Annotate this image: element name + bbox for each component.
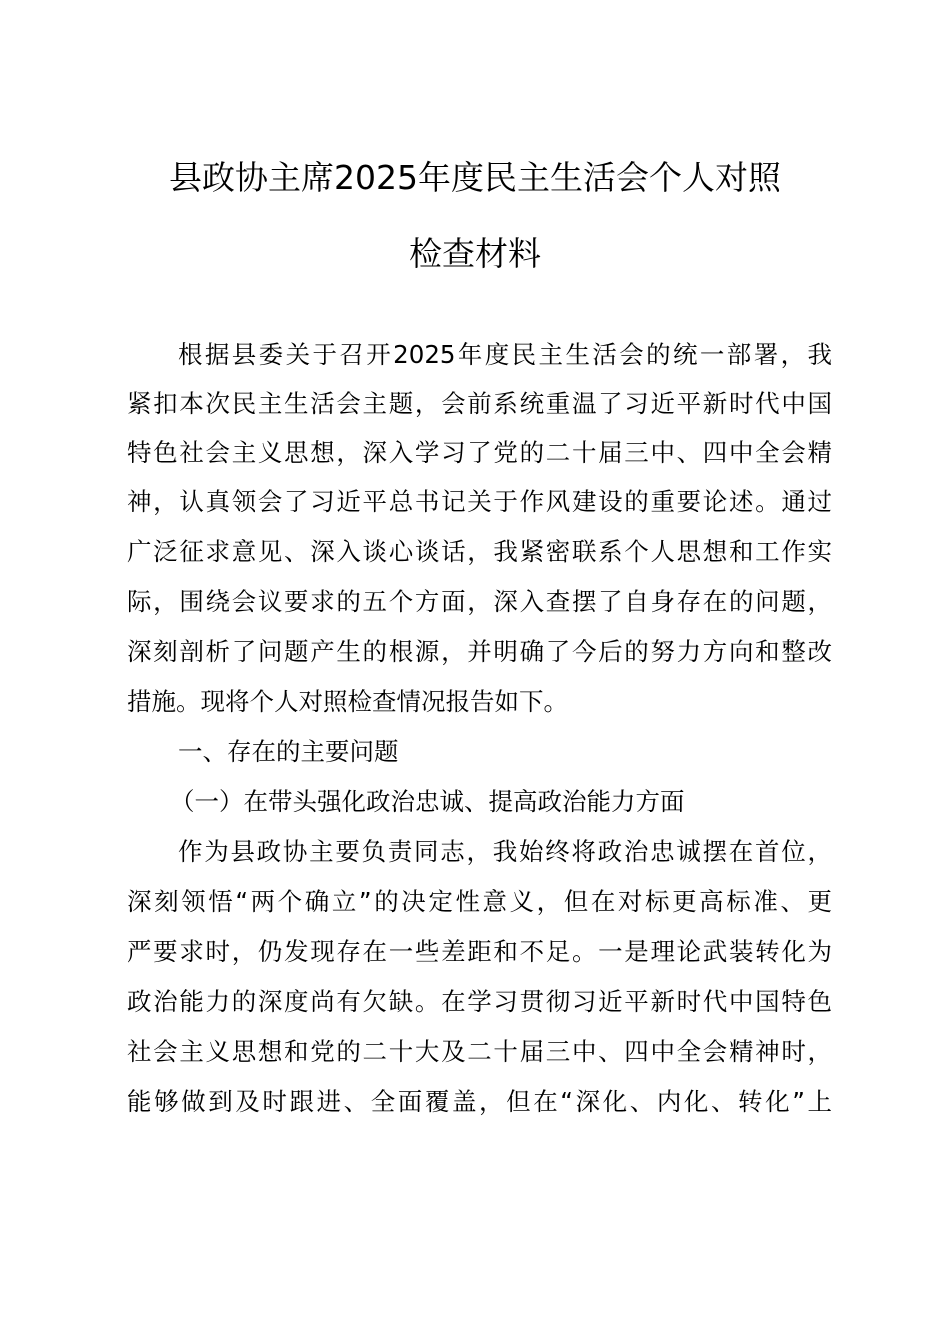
section-paragraph-line: 作为县政协主要负责同志，我始终将政治忠诚摆在首位， [178,837,832,866]
document-title-line-2: 检查材料 [409,234,541,273]
section-paragraph-line: 社会主义思想和党的二十大及二十届三中、四中全会精神时， [127,1037,832,1066]
intro-paragraph-line: 根据县委关于召开2025年度民主生活会的统一部署，我 [178,340,832,369]
section-heading: 一、存在的主要问题 [178,737,399,766]
intro-paragraph-line: 广泛征求意见、深入谈心谈话，我紧密联系个人思想和工作实 [127,537,832,566]
intro-paragraph-line: 特色社会主义思想，深入学习了党的二十届三中、四中全会精 [127,438,832,467]
subsection-heading: （一）在带头强化政治忠诚、提高政治能力方面 [170,787,685,816]
intro-paragraph-line: 际，围绕会议要求的五个方面，深入查摆了自身存在的问题， [127,587,832,616]
section-paragraph-line: 能够做到及时跟进、全面覆盖，但在“深化、内化、转化”上 [127,1087,832,1116]
intro-paragraph-line: 紧扣本次民主生活会主题，会前系统重温了习近平新时代中国 [127,389,832,418]
section-paragraph-line: 严要求时，仍发现存在一些差距和不足。一是理论武装转化为 [127,937,832,966]
document-title-line-1: 县政协主席2025年度民主生活会个人对照 [169,158,781,197]
intro-paragraph-line: 神，认真领会了习近平总书记关于作风建设的重要论述。通过 [127,487,832,516]
intro-paragraph-line: 深刻剖析了问题产生的根源，并明确了今后的努力方向和整改 [127,637,832,666]
section-paragraph-line: 政治能力的深度尚有欠缺。在学习贯彻习近平新时代中国特色 [127,987,832,1016]
section-paragraph-line: 深刻领悟“两个确立”的决定性意义，但在对标更高标准、更 [127,887,832,916]
intro-paragraph-line: 措施。现将个人对照检查情况报告如下。 [127,687,568,716]
